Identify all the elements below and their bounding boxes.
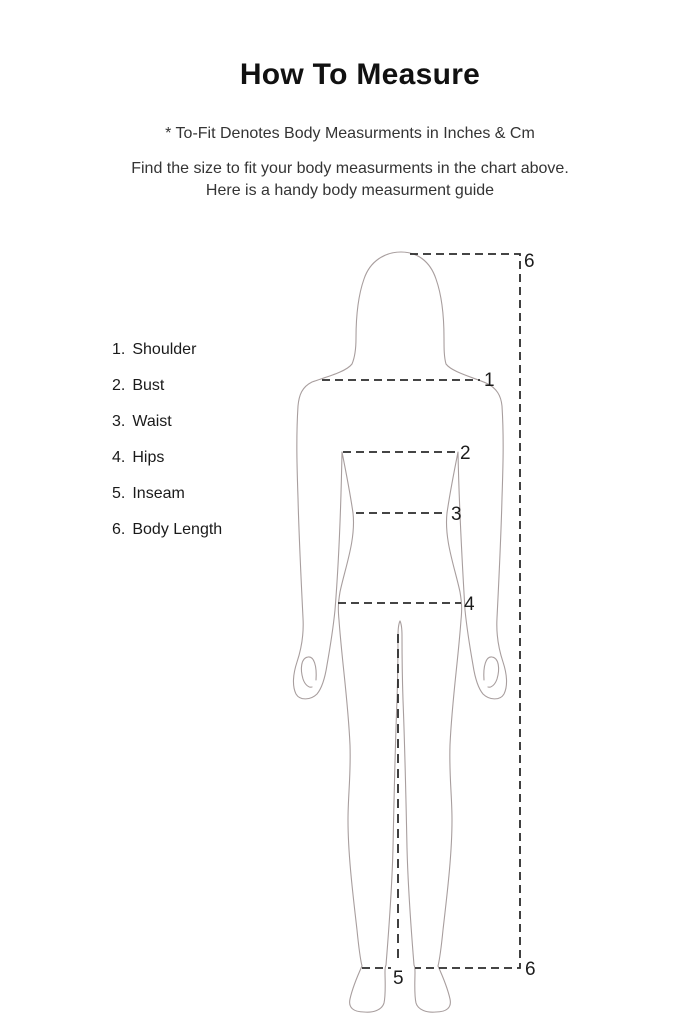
legend-item-label: Bust — [132, 377, 165, 394]
legend-item-label: Shoulder — [132, 341, 197, 358]
legend-item-number: 4. — [112, 449, 126, 466]
legend-item-label: Inseam — [132, 485, 185, 502]
left-hand-curl-line — [301, 657, 316, 687]
legend-item-label: Body Length — [132, 521, 223, 538]
tofit-note: * To-Fit Denotes Body Measurments in Inches & Cm — [165, 125, 535, 142]
page-title: How To Measure — [239, 58, 481, 91]
legend-item-number: 5. — [112, 485, 126, 502]
marker-body-length-bottom: 6 — [525, 959, 536, 980]
marker-shoulder: 1 — [484, 370, 495, 391]
body-outline — [293, 252, 506, 1012]
marker-body-length-top: 6 — [524, 251, 535, 272]
legend-item-number: 6. — [112, 521, 126, 538]
legend-item-label: Hips — [132, 449, 165, 466]
legend-item-number: 2. — [112, 377, 126, 394]
description-line-1: Find the size to fit your body measurments in the chart above. — [131, 160, 569, 177]
description-line-2: Here is a handy body measurment guide — [205, 182, 495, 199]
right-hand-curl-line — [484, 657, 499, 687]
marker-bust: 2 — [460, 443, 471, 464]
marker-hips: 4 — [464, 594, 475, 615]
marker-inseam: 5 — [393, 968, 404, 989]
legend-item-label: Waist — [132, 413, 172, 430]
legend-item-number: 1. — [112, 341, 126, 358]
marker-waist: 3 — [451, 504, 462, 525]
legend-item-number: 3. — [112, 413, 126, 430]
